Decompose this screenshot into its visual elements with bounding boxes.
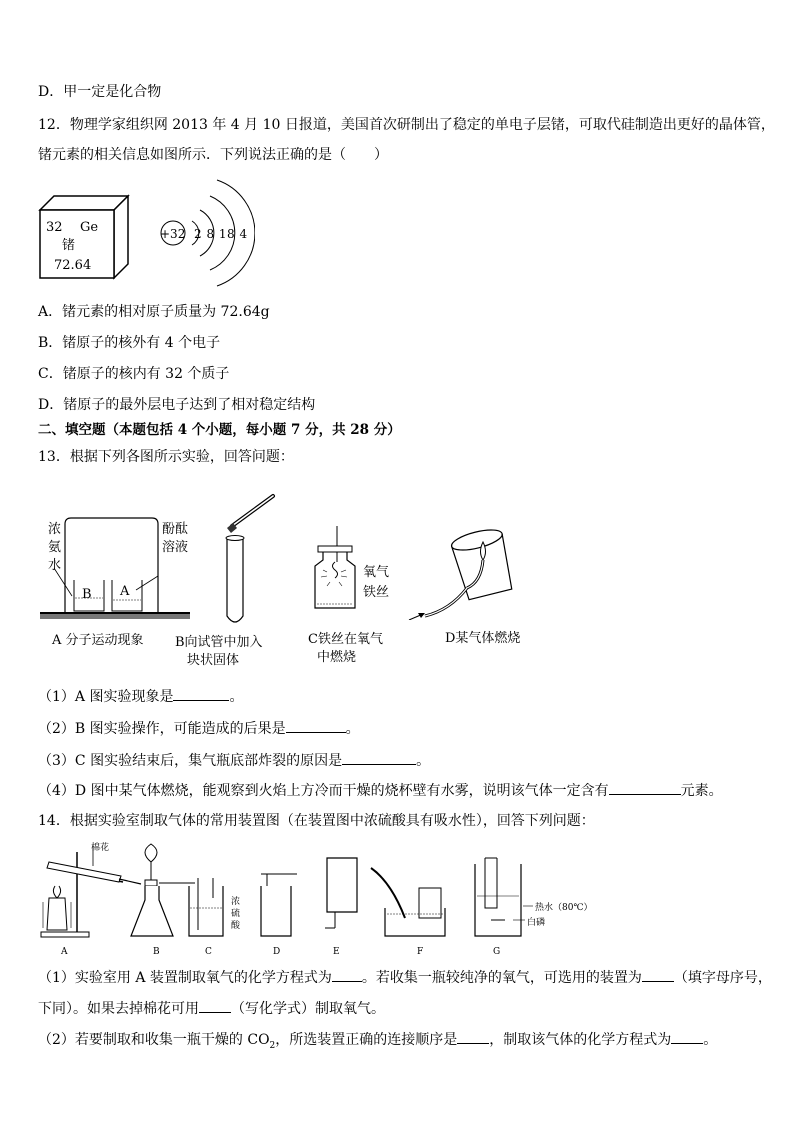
figure-b-test-tube (175, 490, 280, 680)
answer-blank[interactable] (199, 998, 231, 1013)
apparatus-e-letter: E (333, 947, 340, 957)
label-white-phosphorus: 白磷 (527, 918, 546, 928)
answer-blank[interactable] (173, 686, 229, 701)
q13-part4-end: 元素。 (680, 783, 723, 799)
q13-part4 (38, 780, 723, 801)
shell-electrons: 2 8 18 4 (194, 227, 248, 241)
apparatus-a-letter: A (61, 947, 68, 957)
figure-d-gas-burning (405, 520, 545, 650)
q13-part2-text: （2）B 图实验操作，可能造成的后果是 (38, 721, 286, 737)
q13-part2 (38, 718, 360, 739)
q11-option-d: D．甲一定是化合物 (38, 84, 162, 100)
section-title-fill-in: 二、填空题（本题包括 4 个小题，每小题 7 分，共 28 分） (38, 422, 401, 438)
label-concentrated: 浓 (48, 522, 62, 537)
answer-blank[interactable] (609, 780, 681, 795)
q12-option-b: B．锗原子的核外有 4 个电子 (38, 335, 221, 351)
q13-part3-text: （3）C 图实验结束后，集气瓶底部炸裂的原因是 (38, 753, 343, 769)
q12-option-a: A．锗元素的相对原子质量为 72.64g (38, 304, 270, 320)
q13-part2-end: 。 (345, 721, 360, 737)
q12-stem-line1: 12．物理学家组织网 2013 年 4 月 10 日报道，美国首次研制出了稳定的单电子层锗，可取代硅制造出更好的晶体管， (38, 117, 775, 133)
figure-b-caption-line2: 块状固体 (187, 653, 240, 668)
answer-blank[interactable] (642, 967, 674, 982)
element-atomic-mass: 72.64 (54, 258, 92, 273)
label-acid-3: 酸 (231, 921, 241, 931)
figure-c-caption-line2: 中燃烧 (317, 650, 357, 665)
q14-part2-text-d: 。 (703, 1032, 718, 1048)
figure-c-caption-line1: C铁丝在氧气 (308, 632, 383, 647)
answer-blank[interactable] (342, 750, 416, 765)
figure-d-caption: D某气体燃烧 (445, 631, 521, 646)
answer-blank[interactable] (671, 1029, 703, 1044)
label-phenolphthalein: 酚酞 (162, 522, 189, 537)
gas-apparatus-figure (35, 838, 595, 962)
label-oxygen: 氧气 (363, 565, 390, 580)
q14-part1-text-e: （写化学式）制取氧气。 (231, 1001, 385, 1017)
label-acid-2: 硫 (231, 909, 241, 919)
q13-part1-end: 。 (229, 689, 244, 705)
element-cell-figure (36, 190, 132, 282)
apparatus-f-letter: F (417, 947, 424, 957)
q12-option-c: C．锗原子的核内有 32 个质子 (38, 366, 230, 382)
apparatus-c-letter: C (205, 947, 212, 957)
q12-option-d: D．锗原子的最外层电子达到了相对稳定结构 (38, 397, 316, 413)
q14-part1-text-c: （填字母序号， (673, 970, 772, 986)
beaker-a-label: A (120, 584, 130, 599)
q14-part1-text-b: 。若收集一瓶较纯净的氧气，可选用的装置为 (361, 970, 642, 986)
q14-part2-text-a: （2）若要制取和收集一瓶干燥的 CO (38, 1032, 270, 1048)
label-iron-wire: 铁丝 (363, 585, 390, 600)
q14-part2 (38, 1029, 717, 1056)
figure-d-apparatus (405, 520, 545, 620)
q12-stem-line2: 锗元素的相关信息如图所示．下列说法正确的是（ ） (38, 147, 388, 163)
element-symbol: Ge (80, 220, 99, 235)
apparatus-d-letter: D (273, 947, 281, 957)
beaker-b-label: B (82, 587, 92, 602)
q14-stem: 14．根据实验室制取气体的常用装置图（在装置图中浓硫酸具有吸水性），回答下列问题： (38, 813, 595, 829)
q13-part1-text: （1）A 图实验现象是 (38, 689, 174, 705)
q14-part2-subscript: 2 (269, 1040, 276, 1051)
figure-b-apparatus (175, 490, 280, 630)
q14-part1-text-a: （1）实验室用 A 装置制取氧气的化学方程式为 (38, 970, 332, 986)
element-atomic-number: 32 (46, 220, 63, 235)
apparatus-g-letter: G (493, 947, 501, 957)
q14-part1-text-d: 下同）。如果去掉棉花可用 (38, 1001, 199, 1017)
element-name: 锗 (62, 238, 76, 253)
q13-part4-text: （4）D 图中某气体燃烧，能观察到火焰上方冷而干燥的烧杯壁有水雾，说明该气体一定含有 (38, 783, 609, 799)
q14-part1-line1 (38, 967, 772, 988)
atom-structure-diagram (155, 168, 255, 298)
label-ammonia: 氨 (48, 540, 62, 555)
nucleus-charge: +32 (160, 227, 186, 241)
q13-part1 (38, 686, 243, 707)
q14-part2-text-b: ，所选装置正确的连接顺序是 (275, 1032, 458, 1048)
figure-c-iron-wire (305, 520, 405, 680)
figure-a-caption: A 分子运动现象 (52, 633, 144, 648)
label-cotton: 棉花 (91, 843, 110, 853)
apparatus-b-letter: B (153, 947, 160, 957)
label-hot-water: 热水（80℃） (535, 903, 593, 913)
q13-part3-end: 。 (416, 753, 431, 769)
label-water: 水 (48, 558, 62, 573)
figure-c-apparatus (305, 520, 405, 620)
label-solution: 溶液 (162, 540, 189, 555)
label-acid-1: 浓 (231, 897, 241, 907)
q14-part2-text-c: ，制取该气体的化学方程式为 (489, 1032, 672, 1048)
gas-apparatus-drawing (35, 838, 595, 962)
q13-part3 (38, 750, 430, 771)
answer-blank[interactable] (286, 718, 346, 733)
answer-blank[interactable] (332, 967, 362, 982)
q14-part1-line2 (38, 998, 385, 1019)
q13-stem: 13．根据下列各图所示实验，回答问题： (38, 449, 294, 465)
answer-blank[interactable] (457, 1029, 489, 1044)
figure-b-caption-line1: B向试管中加入 (175, 635, 263, 650)
